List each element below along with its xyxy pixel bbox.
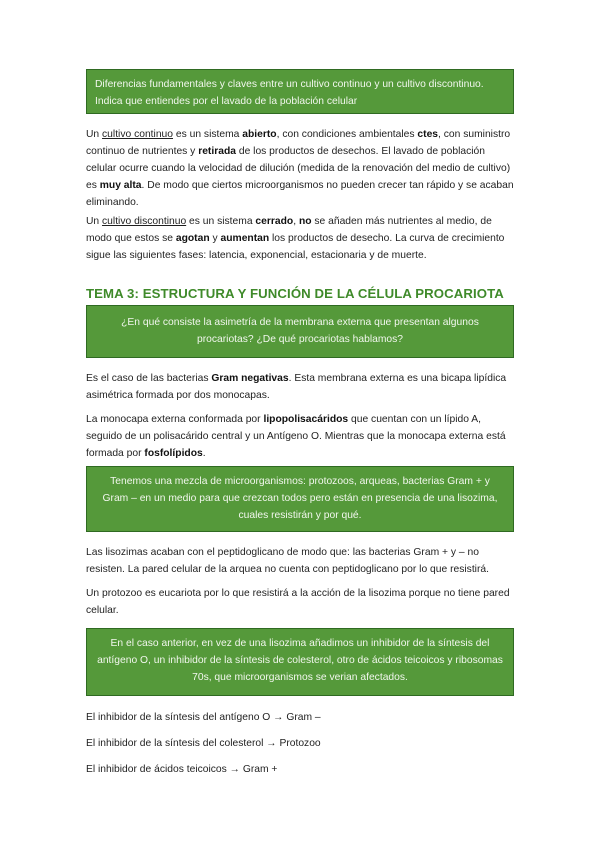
paragraph-monocapa: La monocapa externa conformada por lipopolisacáridos que cuentan con un lípido A, seguido de un polisacárido central y un Antígeno O. Mientras que la monocapa externa está formada por fosfolípidos. bbox=[86, 414, 506, 459]
term-cultivo-continuo: cultivo continuo bbox=[102, 129, 174, 140]
line-colesterol: El inhibidor de la síntesis del colesterol → Protozoo bbox=[86, 738, 321, 749]
question-box-cultivo bbox=[86, 69, 514, 114]
question-text: En el caso anterior, en vez de una lisozima añadimos un inhibidor de la síntesis del antígeno O, un inhibidor de la síntesis de colesterol, otro de ácidos teicoicos y ribosomas 70s, que microorganismos se verian afectados. bbox=[97, 638, 503, 683]
question-box-asimetria bbox=[86, 305, 514, 358]
paragraph-cultivo-continuo: Un cultivo continuo es un sistema abierto, con condiciones ambientales ctes, con suministro continuo de nutrientes y retirada de los productos de desechos. El lavado de población celular ocurre cuando la velocidad de dilución (medida de la renovación del medio de cultivo) es muy alta. De modo que ciertos microorganismos no pueden crecer tan rápido y se acaban eliminando. bbox=[86, 129, 514, 208]
question-text: Diferencias fundamentales y claves entre un cultivo continuo y un cultivo discontinuo. Indica que entiendes por el lavado de la población celular bbox=[95, 79, 484, 107]
question-box-inhibidores bbox=[86, 628, 514, 696]
question-text: Tenemos una mezcla de microorganismos: protozoos, arqueas, bacterias Gram + y Gram – en un medio para que crezcan todos pero están en presencia de una lisozima, cuales resistirán y por qué. bbox=[102, 476, 498, 521]
paragraph-cultivo-discontinuo: Un cultivo discontinuo es un sistema cerrado, no se añaden más nutrientes al medio, de modo que estos se agotan y aumentan los productos de desecho. La curva de crecimiento sigue las siguientes fases: latencia, exponencial, estacionaria y de muerte. bbox=[86, 216, 505, 261]
question-text: ¿En qué consiste la asimetría de la membrana externa que presentan algunos procariotas? ¿De qué procariotas hablamos? bbox=[121, 317, 479, 345]
paragraph-protozoo: Un protozoo es eucariota por lo que resistirá a la acción de la lisozima porque no tiene pared celular. bbox=[86, 588, 510, 616]
term-cultivo-discontinuo: cultivo discontinuo bbox=[102, 216, 187, 227]
paragraph-gram-negativas: Es el caso de las bacterias Gram negativas. Esta membrana externa es una bicapa lipídica asimétrica formada por dos monocapas. bbox=[86, 373, 507, 401]
line-acidos-teicoicos: El inhibidor de ácidos teicoicos → Gram + bbox=[86, 764, 278, 775]
section-heading: TEMA 3: ESTRUCTURA Y FUNCIÓN DE LA CÉLULA PROCARIOTA bbox=[86, 286, 504, 301]
paragraph-lisozimas: Las lisozimas acaban con el peptidoglicano de modo que: las bacterias Gram + y – no resisten. La pared celular de la arquea no cuenta con peptidoglicano por lo que resistirá. bbox=[86, 547, 489, 575]
line-antigeno-o: El inhibidor de la síntesis del antígeno O → Gram – bbox=[86, 712, 321, 723]
question-box-lisozima bbox=[86, 466, 514, 532]
